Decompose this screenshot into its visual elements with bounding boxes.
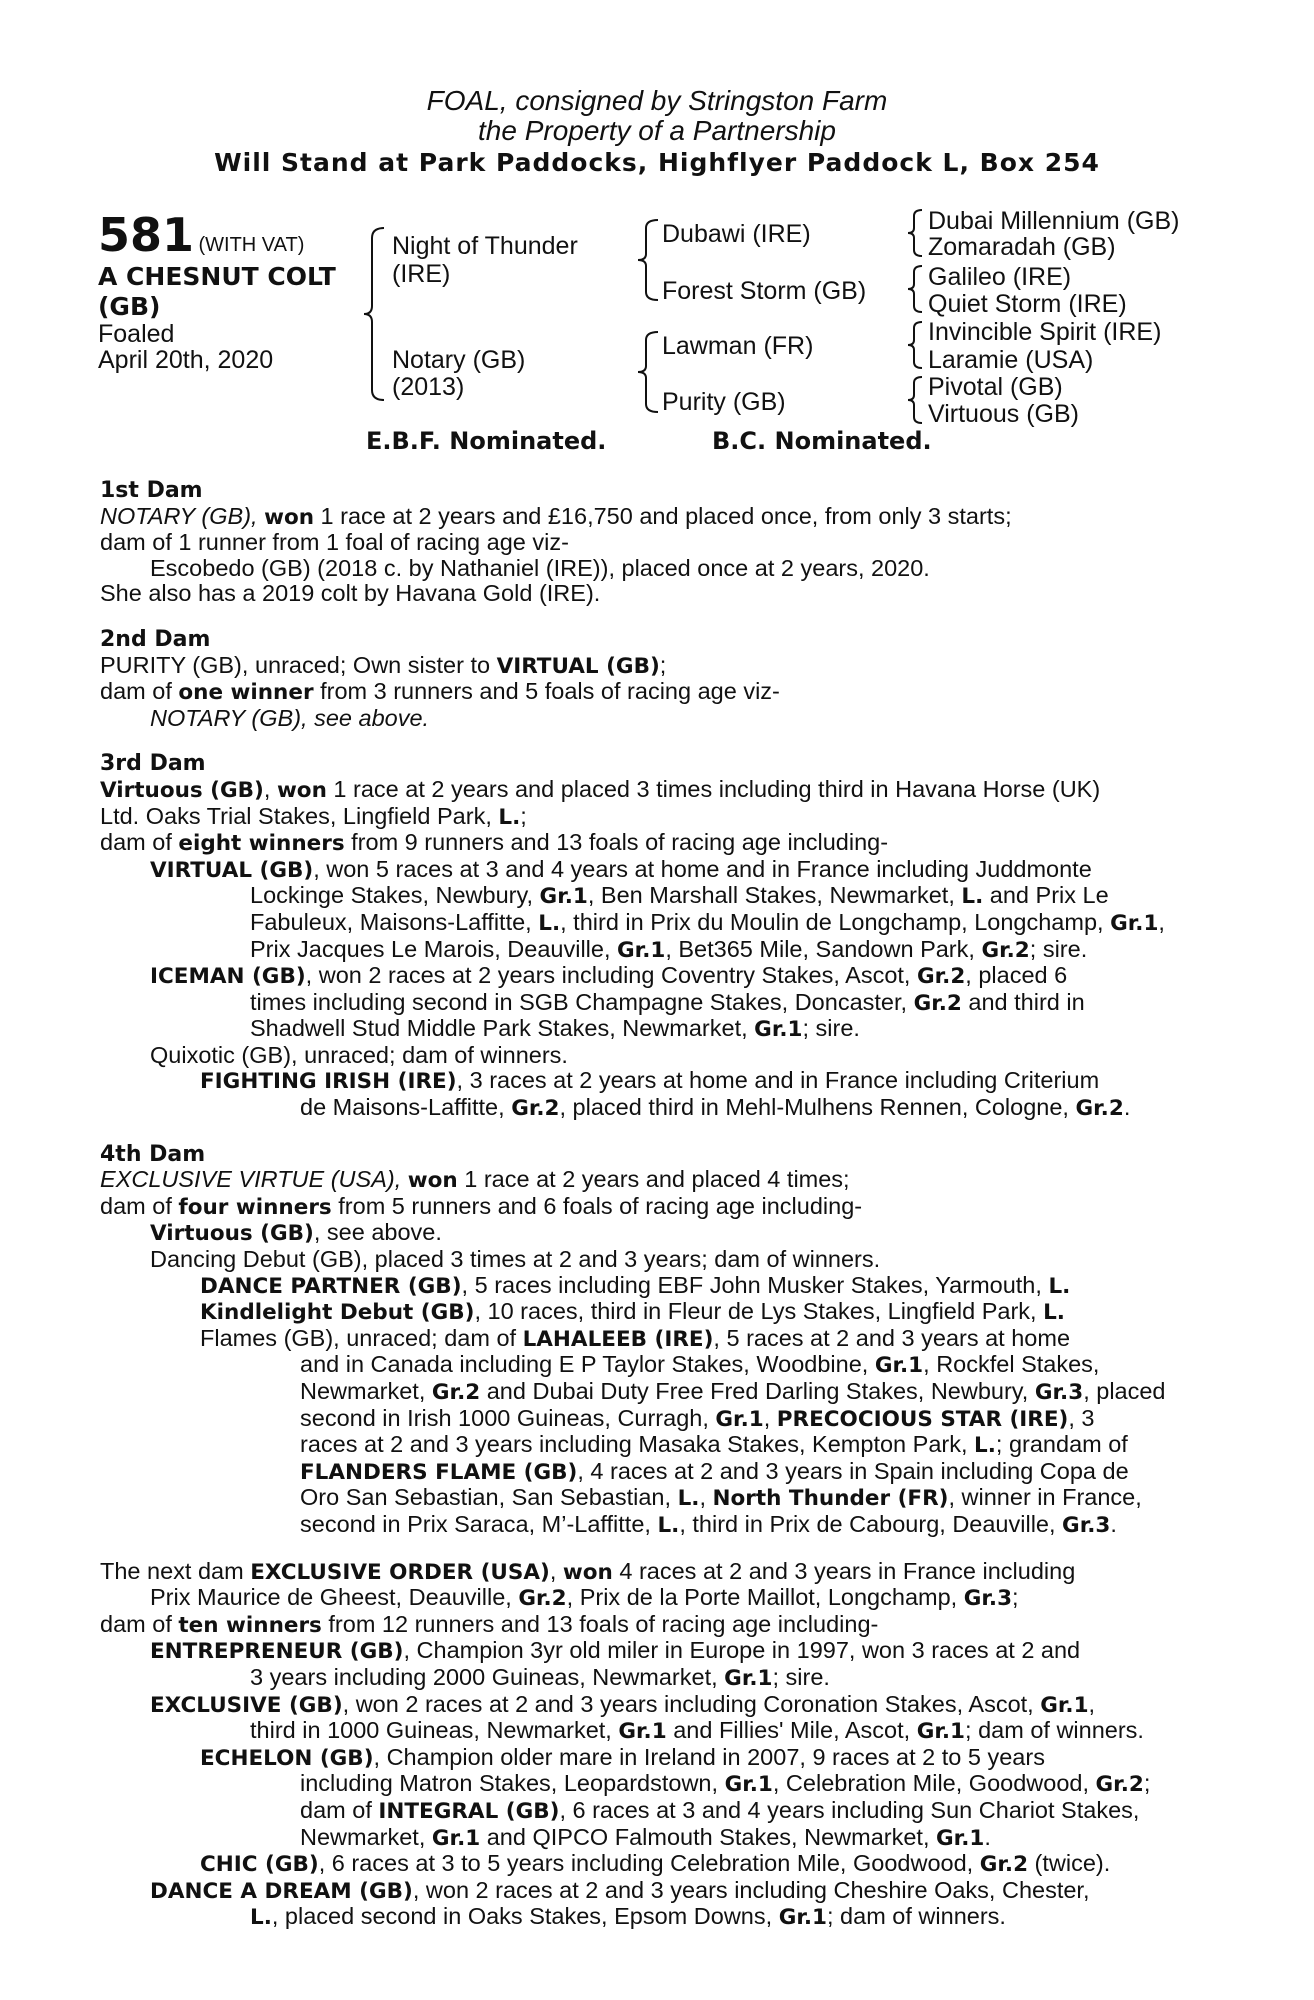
text: second in Irish 1000 Guineas, Curragh,: [300, 1404, 716, 1431]
text: , 5 races at 2 and 3 years at home: [713, 1324, 1071, 1351]
grade: Gr.1: [778, 1905, 827, 1931]
grade: L.: [961, 884, 984, 910]
text: Lockinge Stakes, Newbury,: [250, 882, 540, 909]
text: ; sire.: [772, 1663, 830, 1690]
text: , placed third in Mehl-Mulhens Rennen, Cologne,: [559, 1094, 1076, 1121]
text: , winner in France,: [948, 1484, 1142, 1511]
text: and QIPCO Falmouth Stakes, Newmarket,: [480, 1823, 937, 1850]
grade: Gr.1: [936, 1825, 985, 1851]
grade: L.: [498, 804, 521, 830]
text: second in Prix Saraca, M’-Laffitte,: [300, 1510, 658, 1537]
text: 3 years including 2000 Guineas, Newmarket,: [250, 1663, 725, 1690]
text: , 5 races including EBF John Musker Stakes, Yarmouth,: [461, 1271, 1049, 1298]
text: ,: [263, 775, 277, 802]
horse-name: EXCLUSIVE (GB): [150, 1692, 343, 1718]
horse-name: Virtuous (GB): [150, 1221, 314, 1247]
grade: Gr.2: [431, 1380, 481, 1405]
text: Newmarket,: [300, 1823, 432, 1850]
grade: Gr.1: [874, 1353, 924, 1379]
winner-count: one winner: [178, 680, 314, 706]
text: from 12 runners and 13 foals of racing age including-: [321, 1610, 879, 1637]
dam-name: Virtuous (GB): [100, 777, 264, 803]
grade: Gr.2: [511, 1096, 560, 1122]
dam-record: PURITY (GB), unraced; Own sister to: [100, 651, 497, 678]
property-line: the Property of a Partnership: [478, 115, 836, 146]
horse-name: PRECOCIOUS STAR (IRE): [776, 1406, 1069, 1432]
text: .: [984, 1823, 991, 1850]
grade: Gr.1: [724, 1665, 773, 1691]
grade: Gr.1: [539, 884, 588, 910]
pedigree-dam-year: (2013): [392, 373, 465, 401]
grade: Gr.2: [916, 964, 966, 990]
colt-name-line1: A CHESNUT COLT: [98, 262, 336, 291]
text: Oro San Sebastian, San Sebastian,: [300, 1484, 678, 1511]
text: .: [1123, 1094, 1131, 1121]
produce-note: She also has a 2019 colt by Havana Gold (IRE).: [100, 580, 601, 607]
grade: L.: [677, 1486, 700, 1512]
text: , Prix de la Porte Maillot, Longchamp,: [566, 1584, 964, 1611]
text: ;: [1012, 1584, 1019, 1611]
text: ; sire.: [802, 1015, 860, 1042]
text: , Champion 3yr old miler in Europe in 1997, won 3 races at 2 and: [403, 1637, 1081, 1664]
foaled-date: April 20th, 2020: [98, 346, 274, 374]
pedigree-sd: Forest Storm (GB): [662, 277, 867, 305]
text: , placed second in Oaks Stakes, Epsom Downs,: [271, 1903, 779, 1930]
winner-count: eight winners: [178, 831, 345, 857]
text: ; dam of winners.: [965, 1717, 1144, 1744]
text: and Fillies' Mile, Ascot,: [666, 1717, 917, 1744]
grade: Gr.2: [979, 1852, 1029, 1878]
grade: Gr.2: [1075, 1096, 1124, 1122]
pedigree-brace-1: [362, 226, 388, 402]
text: , 4 races at 2 and 3 years in Spain including Copa de: [577, 1457, 1129, 1484]
text: ,: [1088, 1690, 1096, 1717]
text: Prix Maurice de Gheest, Deauville,: [150, 1584, 519, 1611]
text: from 9 runners and 13 foals of racing age including-: [344, 829, 889, 856]
grade: Gr.2: [981, 937, 1030, 963]
horse-name: FLANDERS FLAME (GB): [300, 1459, 578, 1485]
horse-name: ENTREPRENEUR (GB): [150, 1639, 404, 1665]
lot-number-block: [98, 208, 304, 262]
text: , won 2 races at 2 years including Coventry Stakes, Ascot,: [305, 962, 917, 989]
text: , won 2 races at 2 and 3 years including Cheshire Oaks, Chester,: [412, 1876, 1090, 1903]
pedigree-ssd: Zomaradah (GB): [928, 233, 1116, 261]
text: .: [1110, 1510, 1117, 1537]
grade: Gr.1: [1110, 910, 1159, 936]
text: and Dubai Duty Free Fred Darling Stakes, Newbury,: [480, 1378, 1035, 1404]
text: Flames (GB), unraced; dam of: [200, 1324, 523, 1351]
dam-name: EXCLUSIVE VIRTUE (USA),: [100, 1166, 408, 1193]
pedigree-ss: Dubawi (IRE): [662, 220, 811, 248]
text: dam of: [100, 1192, 179, 1219]
pedigree-sds: Galileo (IRE): [928, 263, 1072, 291]
first-dam-section: [100, 478, 1210, 607]
grade: L.: [1043, 1300, 1065, 1326]
text: dam of: [300, 1796, 379, 1823]
catalogue-body: [100, 478, 1210, 1931]
grade: Gr.1: [724, 1772, 773, 1798]
produce-item: Escobedo (GB) (2018 c. by Nathaniel (IRE)), placed once at 2 years, 2020.: [150, 554, 930, 581]
text: dam of: [100, 829, 179, 856]
text: ;: [520, 802, 527, 829]
horse-name: LAHALEEB (IRE): [522, 1326, 714, 1352]
horse-name: VIRTUAL (GB): [150, 857, 314, 883]
colt-name-line2: (GB): [98, 292, 161, 321]
lot-number: 581: [98, 208, 195, 262]
text: including Matron Stakes, Leopardstown,: [300, 1770, 725, 1797]
grade: L.: [974, 1433, 996, 1459]
text: , Champion older mare in Ireland in 2007, 9 races at 2 to 5 years: [373, 1743, 1045, 1770]
text: 1 race at 2 years and placed 3 times including third in Havana Horse (UK): [326, 775, 1101, 802]
text: Newmarket,: [300, 1378, 432, 1404]
text: ,: [699, 1484, 713, 1511]
produce-summary: dam of 1 runner from 1 foal of racing age viz-: [100, 529, 569, 556]
text: , 6 races at 3 to 5 years including Celebration Mile, Goodwood,: [318, 1850, 980, 1877]
pedigree-sire-country: (IRE): [392, 260, 451, 288]
text: The next dam: [100, 1557, 251, 1584]
text: Fabuleux, Maisons-Laffitte,: [250, 908, 539, 935]
text: ,: [763, 1404, 777, 1431]
pedigree-brace-3a: [906, 208, 926, 258]
text: ; sire.: [1029, 935, 1088, 962]
section-heading: 2nd Dam: [100, 626, 211, 652]
pedigree-brace-3c: [906, 320, 926, 370]
won-label: won: [562, 1559, 613, 1585]
third-dam-section: [100, 751, 1210, 1121]
text: , 3 races at 2 years at home and in France including Criterium: [456, 1067, 1100, 1094]
ebf-nominated: E.B.F. Nominated.: [366, 427, 607, 455]
text: races at 2 and 3 years including Masaka Stakes, Kempton Park,: [300, 1431, 975, 1458]
dam-name: NOTARY (GB),: [100, 502, 258, 529]
produce-item: [100, 857, 1210, 884]
fourth-dam-section: [100, 1142, 1210, 1539]
stand-location: Will Stand at Park Paddocks, Highflyer Paddock L, Box 254: [214, 148, 1100, 177]
text: ,: [1158, 908, 1165, 935]
grade: Gr.2: [913, 990, 962, 1016]
pedigree-dd: Purity (GB): [662, 388, 786, 416]
text: , Ben Marshall Stakes, Newmarket,: [587, 882, 962, 909]
section-heading: 4th Dam: [100, 1141, 206, 1167]
grade: L.: [657, 1512, 680, 1538]
text: Shadwell Stud Middle Park Stakes, Newmarket,: [250, 1015, 755, 1042]
grade: Gr.2: [1095, 1772, 1144, 1798]
horse-name: ECHELON (GB): [200, 1745, 374, 1771]
text: ,: [549, 1557, 563, 1584]
pedigree-dss: Invincible Spirit (IRE): [928, 318, 1162, 346]
winner-count: four winners: [178, 1194, 332, 1220]
race-record: 1 race at 2 years and £16,750 and placed once, from only 3 starts;: [314, 502, 1012, 529]
next-dam-section: [100, 1559, 1210, 1931]
text: , see above.: [313, 1219, 442, 1246]
pedigree-dsd: Laramie (USA): [928, 346, 1094, 374]
pedigree-brace-3d: [906, 375, 926, 425]
horse-name: CHIC (GB): [200, 1852, 319, 1878]
text: dam of: [100, 1610, 179, 1637]
text: and in Canada including E P Taylor Stakes, Woodbine,: [300, 1351, 875, 1378]
horse-name: FIGHTING IRISH (IRE): [200, 1069, 457, 1095]
grade: Gr.1: [1040, 1692, 1089, 1718]
pedigree-brace-3b: [906, 264, 926, 314]
text: , placed 6: [965, 962, 1068, 989]
won-label: won: [407, 1168, 458, 1194]
text: , third in Prix de Cabourg, Deauville,: [679, 1510, 1063, 1537]
text: , third in Prix du Moulin de Longchamp, Longchamp,: [560, 908, 1111, 935]
horse-name: DANCE A DREAM (GB): [150, 1878, 413, 1904]
horse-name: ICEMAN (GB): [150, 964, 306, 990]
grade: Gr.3: [1062, 1512, 1111, 1538]
won-label: won: [276, 777, 327, 803]
text: , 3: [1068, 1404, 1095, 1431]
produce-item: Dancing Debut (GB), placed 3 times at 2 and 3 years; dam of winners.: [150, 1246, 881, 1273]
text: , 10 races, third in Fleur de Lys Stakes, Lingfield Park,: [474, 1298, 1044, 1325]
text: 1 race at 2 years and placed 4 times;: [457, 1166, 850, 1193]
second-dam-section: [100, 627, 1210, 731]
section-heading: 3rd Dam: [100, 751, 206, 777]
text: , Rockfel Stakes,: [923, 1351, 1100, 1378]
foaled-label: Foaled: [98, 320, 175, 348]
bc-nominated: B.C. Nominated.: [712, 427, 932, 455]
pedigree-dds: Pivotal (GB): [928, 373, 1063, 401]
grade: Gr.1: [617, 937, 666, 963]
pedigree-sss: Dubai Millennium (GB): [928, 207, 1180, 235]
text: Prix Jacques Le Marois, Deauville,: [250, 935, 618, 962]
text: , won 2 races at 2 and 3 years including Coronation Stakes, Ascot,: [342, 1690, 1041, 1717]
text: dam of: [100, 678, 179, 705]
grade: Gr.1: [715, 1406, 764, 1432]
text: de Maisons-Laffitte,: [300, 1094, 512, 1121]
text: times including second in SGB Champagne Stakes, Doncaster,: [250, 988, 914, 1015]
produce-item: [100, 1068, 1210, 1095]
grade: Gr.3: [1034, 1380, 1084, 1405]
grade: Gr.1: [431, 1825, 481, 1851]
text: from 5 runners and 6 foals of racing age including-: [331, 1192, 863, 1219]
pedigree-ddd: Virtuous (GB): [928, 400, 1079, 428]
pedigree-sire: Night of Thunder: [392, 232, 578, 260]
produce-item: NOTARY (GB), see above.: [150, 704, 430, 731]
horse-name: DANCE PARTNER (GB): [200, 1273, 462, 1299]
horse-name: INTEGRAL (GB): [378, 1798, 560, 1824]
grade: Gr.1: [618, 1719, 667, 1745]
text: and third in: [961, 988, 1085, 1015]
dam-name: EXCLUSIVE ORDER (USA): [250, 1559, 550, 1585]
won-label: won: [264, 504, 315, 530]
grade: Gr.3: [963, 1586, 1013, 1612]
pedigree-brace-2a: [636, 218, 662, 302]
text: ; dam of winners.: [827, 1903, 1006, 1930]
text: ; grandam of: [995, 1431, 1128, 1458]
grade: L.: [538, 910, 561, 936]
produce-item: [100, 963, 1210, 990]
section-heading: 1st Dam: [100, 478, 203, 503]
horse-name: Kindlelight Debut (GB): [200, 1300, 475, 1326]
winner-count: ten winners: [178, 1612, 322, 1638]
text: (twice).: [1028, 1850, 1111, 1877]
vat-label: (WITH VAT): [198, 234, 305, 256]
produce-item: Quixotic (GB), unraced; dam of winners.: [150, 1041, 568, 1068]
grade: Gr.1: [754, 1017, 803, 1043]
grade: L.: [250, 1905, 272, 1931]
sister-name: VIRTUAL (GB): [496, 653, 660, 679]
punctuation: ;: [659, 651, 667, 678]
text: 4 races at 2 and 3 years in France including: [612, 1557, 1076, 1584]
text: from 3 runners and 5 foals of racing age viz-: [313, 678, 780, 705]
grade: L.: [1048, 1273, 1071, 1299]
text: , 6 races at 3 and 4 years including Sun Chariot Stakes,: [559, 1796, 1140, 1823]
text: , Bet365 Mile, Sandown Park,: [665, 935, 982, 962]
text: , placed: [1083, 1378, 1166, 1404]
text: ;: [1143, 1770, 1151, 1797]
horse-name: North Thunder (FR): [712, 1486, 949, 1512]
grade: Gr.1: [916, 1719, 966, 1745]
text: , won 5 races at 3 and 4 years at home and in France including Juddmonte: [313, 855, 1092, 882]
consignor-line: FOAL, consigned by Stringston Farm: [426, 85, 888, 116]
text: , Celebration Mile, Goodwood,: [772, 1770, 1096, 1797]
pedigree-brace-2b: [636, 330, 662, 414]
grade: Gr.2: [518, 1586, 567, 1612]
pedigree-sdd: Quiet Storm (IRE): [928, 290, 1127, 318]
text: and Prix Le: [983, 882, 1109, 909]
text: Ltd. Oaks Trial Stakes, Lingfield Park,: [100, 802, 499, 829]
pedigree-dam: Notary (GB): [392, 346, 526, 374]
text: third in 1000 Guineas, Newmarket,: [250, 1717, 619, 1744]
pedigree-ds: Lawman (FR): [662, 332, 814, 360]
